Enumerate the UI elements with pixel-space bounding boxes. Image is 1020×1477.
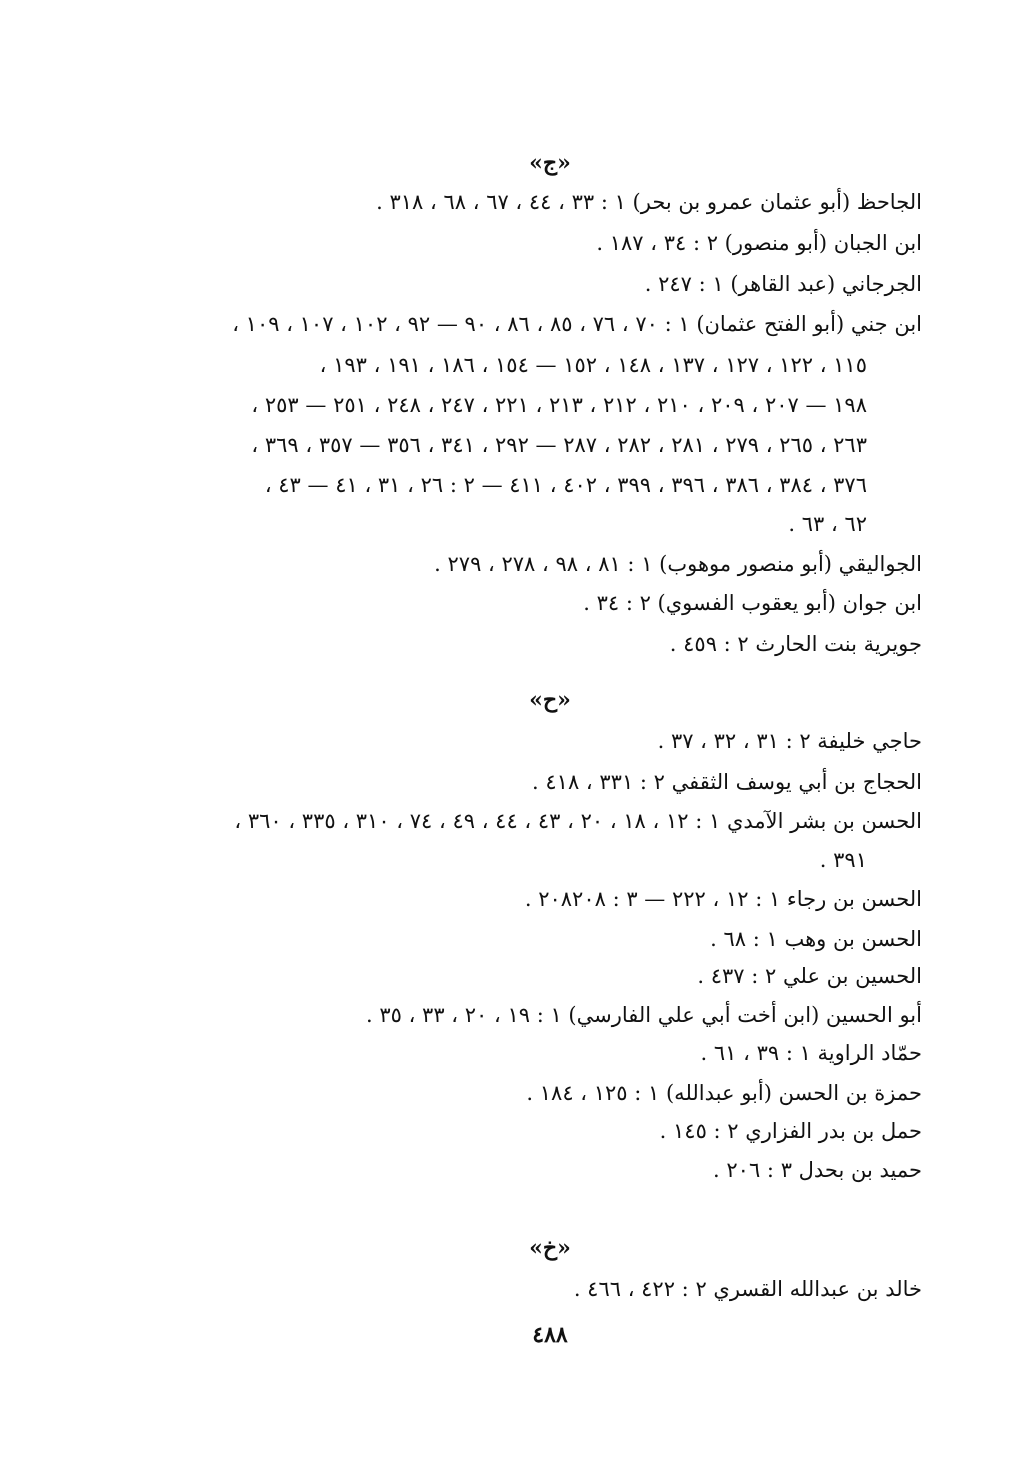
index-entry-humayd-bahdal: حميد بن بحدل ٣ : ٢٠٦ . xyxy=(713,1158,922,1182)
index-entry-hasan-raja: الحسن بن رجاء ١ : ١٢ ، ٢٢٢ — ٣ : ٢٠٨٢٠٨ . xyxy=(524,887,922,911)
index-entry-haml-badr: حمل بن بدر الفزاري ٢ : ١٤٥ . xyxy=(659,1119,922,1143)
index-entry-hajjaj: الحجاج بن أبي يوسف الثقفي ٢ : ٣٣١ ، ٤١٨ . xyxy=(532,770,922,794)
index-entry-khalid-qasri: خالد بن عبدالله القسري ٢ : ٤٢٢ ، ٤٦٦ . xyxy=(573,1277,922,1301)
section-heading-jim: «ج» xyxy=(529,150,571,176)
index-entry-hammad-rawiya: حمّاد الراوية ١ : ٣٩ ، ٦١ . xyxy=(700,1041,922,1065)
index-entry-ibn-al-jabban: ابن الجبان (أبو منصور) ٢ : ٣٤ ، ١٨٧ . xyxy=(596,231,922,255)
page-number: ٤٨٨ xyxy=(532,1322,568,1348)
index-entry-ibn-jawwan: ابن جوان (أبو يعقوب الفسوي) ٢ : ٣٤ . xyxy=(583,591,922,615)
index-entry-jawaliqi: الجواليقي (أبو منصور موهوب) ١ : ٨١ ، ٩٨ ، ٢٧٨ ، ٢٧٩ . xyxy=(434,552,922,576)
index-entry-abu-al-husayn: أبو الحسين (ابن أخت أبي علي الفارسي) ١ : ١٩ ، ٢٠ ، ٣٣ ، ٣٥ . xyxy=(365,1003,922,1027)
index-entry-juwayriya: جويرية بنت الحارث ٢ : ٤٥٩ . xyxy=(669,632,922,656)
index-entry-continuation: ٣٧٦ ، ٣٨٤ ، ٣٨٦ ، ٣٩٦ ، ٣٩٩ ، ٤٠٢ ، ٤١١ — ٢ : ٢٦ ، ٣١ ، ٤١ — ٤٣ ، xyxy=(264,473,867,497)
index-entry-continuation: ١١٥ ، ١٢٢ ، ١٢٧ ، ١٣٧ ، ١٤٨ ، ١٥٢ — ١٥٤ ، ١٨٦ ، ١٩١ ، ١٩٣ ، xyxy=(319,353,867,377)
section-heading-ha: «ح» xyxy=(529,687,571,713)
section-heading-kha: «خ» xyxy=(529,1235,571,1261)
index-entry-hamza-hasan: حمزة بن الحسن (أبو عبدالله) ١ : ١٢٥ ، ١٨٤ . xyxy=(526,1081,922,1105)
index-entry-jahiz: الجاحظ (أبو عثمان عمرو بن بحر) ١ : ٣٣ ، ٤٤ ، ٦٧ ، ٦٨ ، ٣١٨ . xyxy=(376,190,922,214)
index-entry-hasan-bishr-amidi: الحسن بن بشر الآمدي ١ : ١٢ ، ١٨ ، ٢٠ ، ٤٣ ، ٤٤ ، ٤٩ ، ٧٤ ، ٣١٠ ، ٣٣٥ ، ٣٦٠ ، xyxy=(234,809,922,833)
index-entry-continuation: ٣٩١ . xyxy=(819,848,867,872)
index-entry-hasan-wahb: الحسن بن وهب ١ : ٦٨ . xyxy=(710,927,922,951)
index-entry-husayn-ali: الحسين بن علي ٢ : ٤٣٧ . xyxy=(697,964,922,988)
index-entry-continuation: ٦٢ ، ٦٣ . xyxy=(788,512,867,536)
index-entry-haji-khalifa: حاجي خليفة ٢ : ٣١ ، ٣٢ ، ٣٧ . xyxy=(657,729,922,753)
index-entry-continuation: ١٩٨ — ٢٠٧ ، ٢٠٩ ، ٢١٠ ، ٢١٢ ، ٢١٣ ، ٢٢١ ، ٢٤٧ ، ٢٤٨ ، ٢٥١ — ٢٥٣ ، xyxy=(251,393,867,417)
index-entry-ibn-jinni: ابن جني (أبو الفتح عثمان) ١ : ٧٠ ، ٧٦ ، ٨٥ ، ٨٦ ، ٩٠ — ٩٢ ، ١٠٢ ، ١٠٧ ، ١٠٩ ، xyxy=(232,312,922,336)
index-entry-jurjani: الجرجاني (عبد القاهر) ١ : ٢٤٧ . xyxy=(644,272,922,296)
index-entry-continuation: ٢٦٣ ، ٢٦٥ ، ٢٧٩ ، ٢٨١ ، ٢٨٢ ، ٢٨٧ — ٢٩٢ ، ٣٤١ ، ٣٥٦ — ٣٥٧ ، ٣٦٩ ، xyxy=(251,433,867,457)
